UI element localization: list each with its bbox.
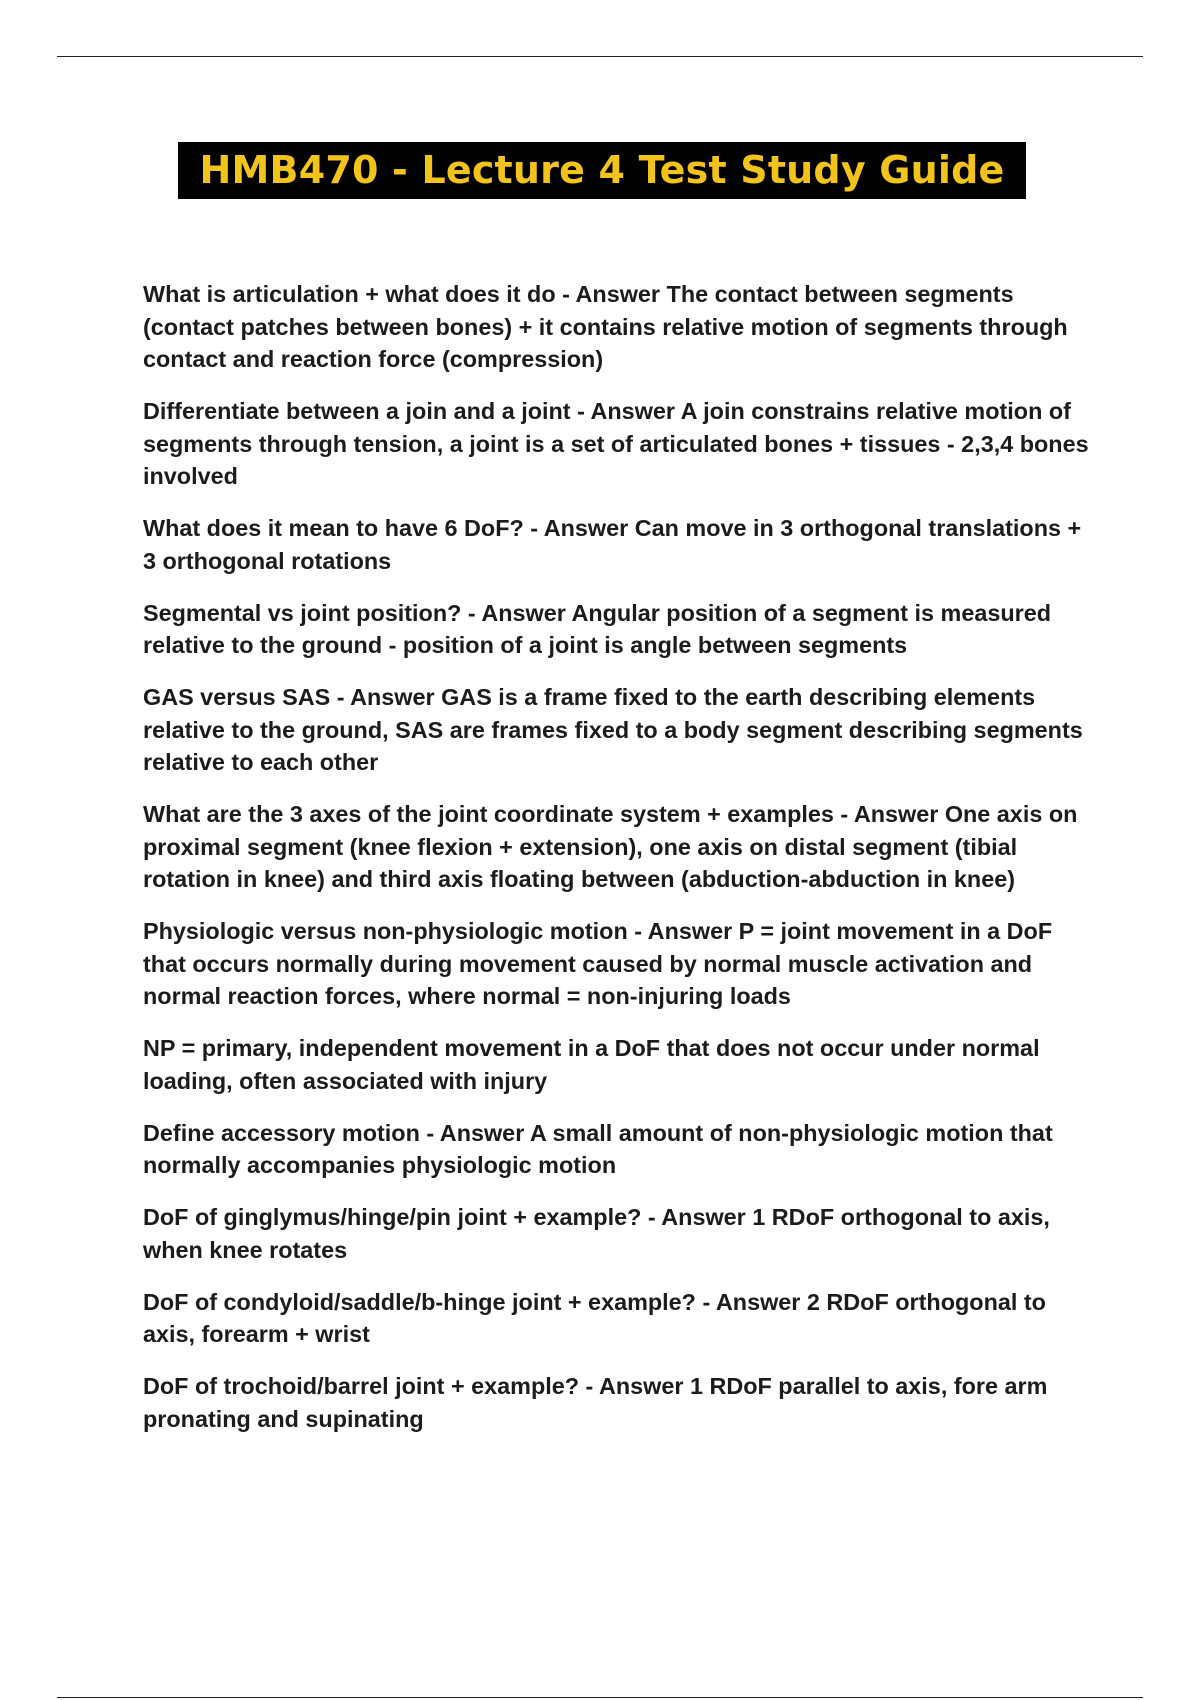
document-title: HMB470 - Lecture 4 Test Study Guide [178,142,1026,199]
qa-list [143,278,1093,1455]
title-container [0,142,1200,199]
qa-entry: Segmental vs joint position? - Answer Angular position of a segment is measured relative to the ground - position of a joint is angle between segments [143,599,1052,658]
qa-entry: DoF of trochoid/barrel joint + example? - Answer 1 RDoF parallel to axis, fore arm pronating and supinating [143,1373,1048,1432]
qa-entry: NP = primary, independent movement in a DoF that does not occur under normal loading, often associated with injury [143,1035,1040,1094]
qa-entry: Define accessory motion - Answer A small amount of non-physiologic motion that normally accompanies physiologic motion [143,1119,1053,1178]
qa-entry: GAS versus SAS - Answer GAS is a frame fixed to the earth describing elements relative to the ground, SAS are frames fixed to a body segment describing segments relative to each other [143,684,1083,775]
footer-rule [57,1697,1143,1698]
qa-entry: What are the 3 axes of the joint coordinate system + examples - Answer One axis on proximal segment (knee flexion + extension), one axis on distal segment (tibial rotation in knee) and third axis floating between (abduction-abduction in knee) [143,801,1078,892]
header-rule [57,56,1143,57]
qa-entry: What does it mean to have 6 DoF? - Answer Can move in 3 orthogonal translations + 3 orthogonal rotations [143,515,1082,574]
qa-entry: Physiologic versus non-physiologic motion - Answer P = joint movement in a DoF that occurs normally during movement caused by normal muscle activation and normal reaction forces, where normal = non-injuring loads [143,918,1053,1009]
qa-entry: DoF of condyloid/saddle/b-hinge joint + example? - Answer 2 RDoF orthogonal to axis, forearm + wrist [143,1288,1046,1347]
qa-entry: DoF of ginglymus/hinge/pin joint + example? - Answer 1 RDoF orthogonal to axis, when knee rotates [143,1204,1050,1263]
qa-entry: What is articulation + what does it do - Answer The contact between segments (contact patches between bones) + it contains relative motion of segments through contact and reaction force (compression) [143,281,1068,372]
qa-entry: Differentiate between a join and a joint - Answer A join constrains relative motion of segments through tension, a joint is a set of articulated bones + tissues - 2,3,4 bones involved [143,398,1089,489]
